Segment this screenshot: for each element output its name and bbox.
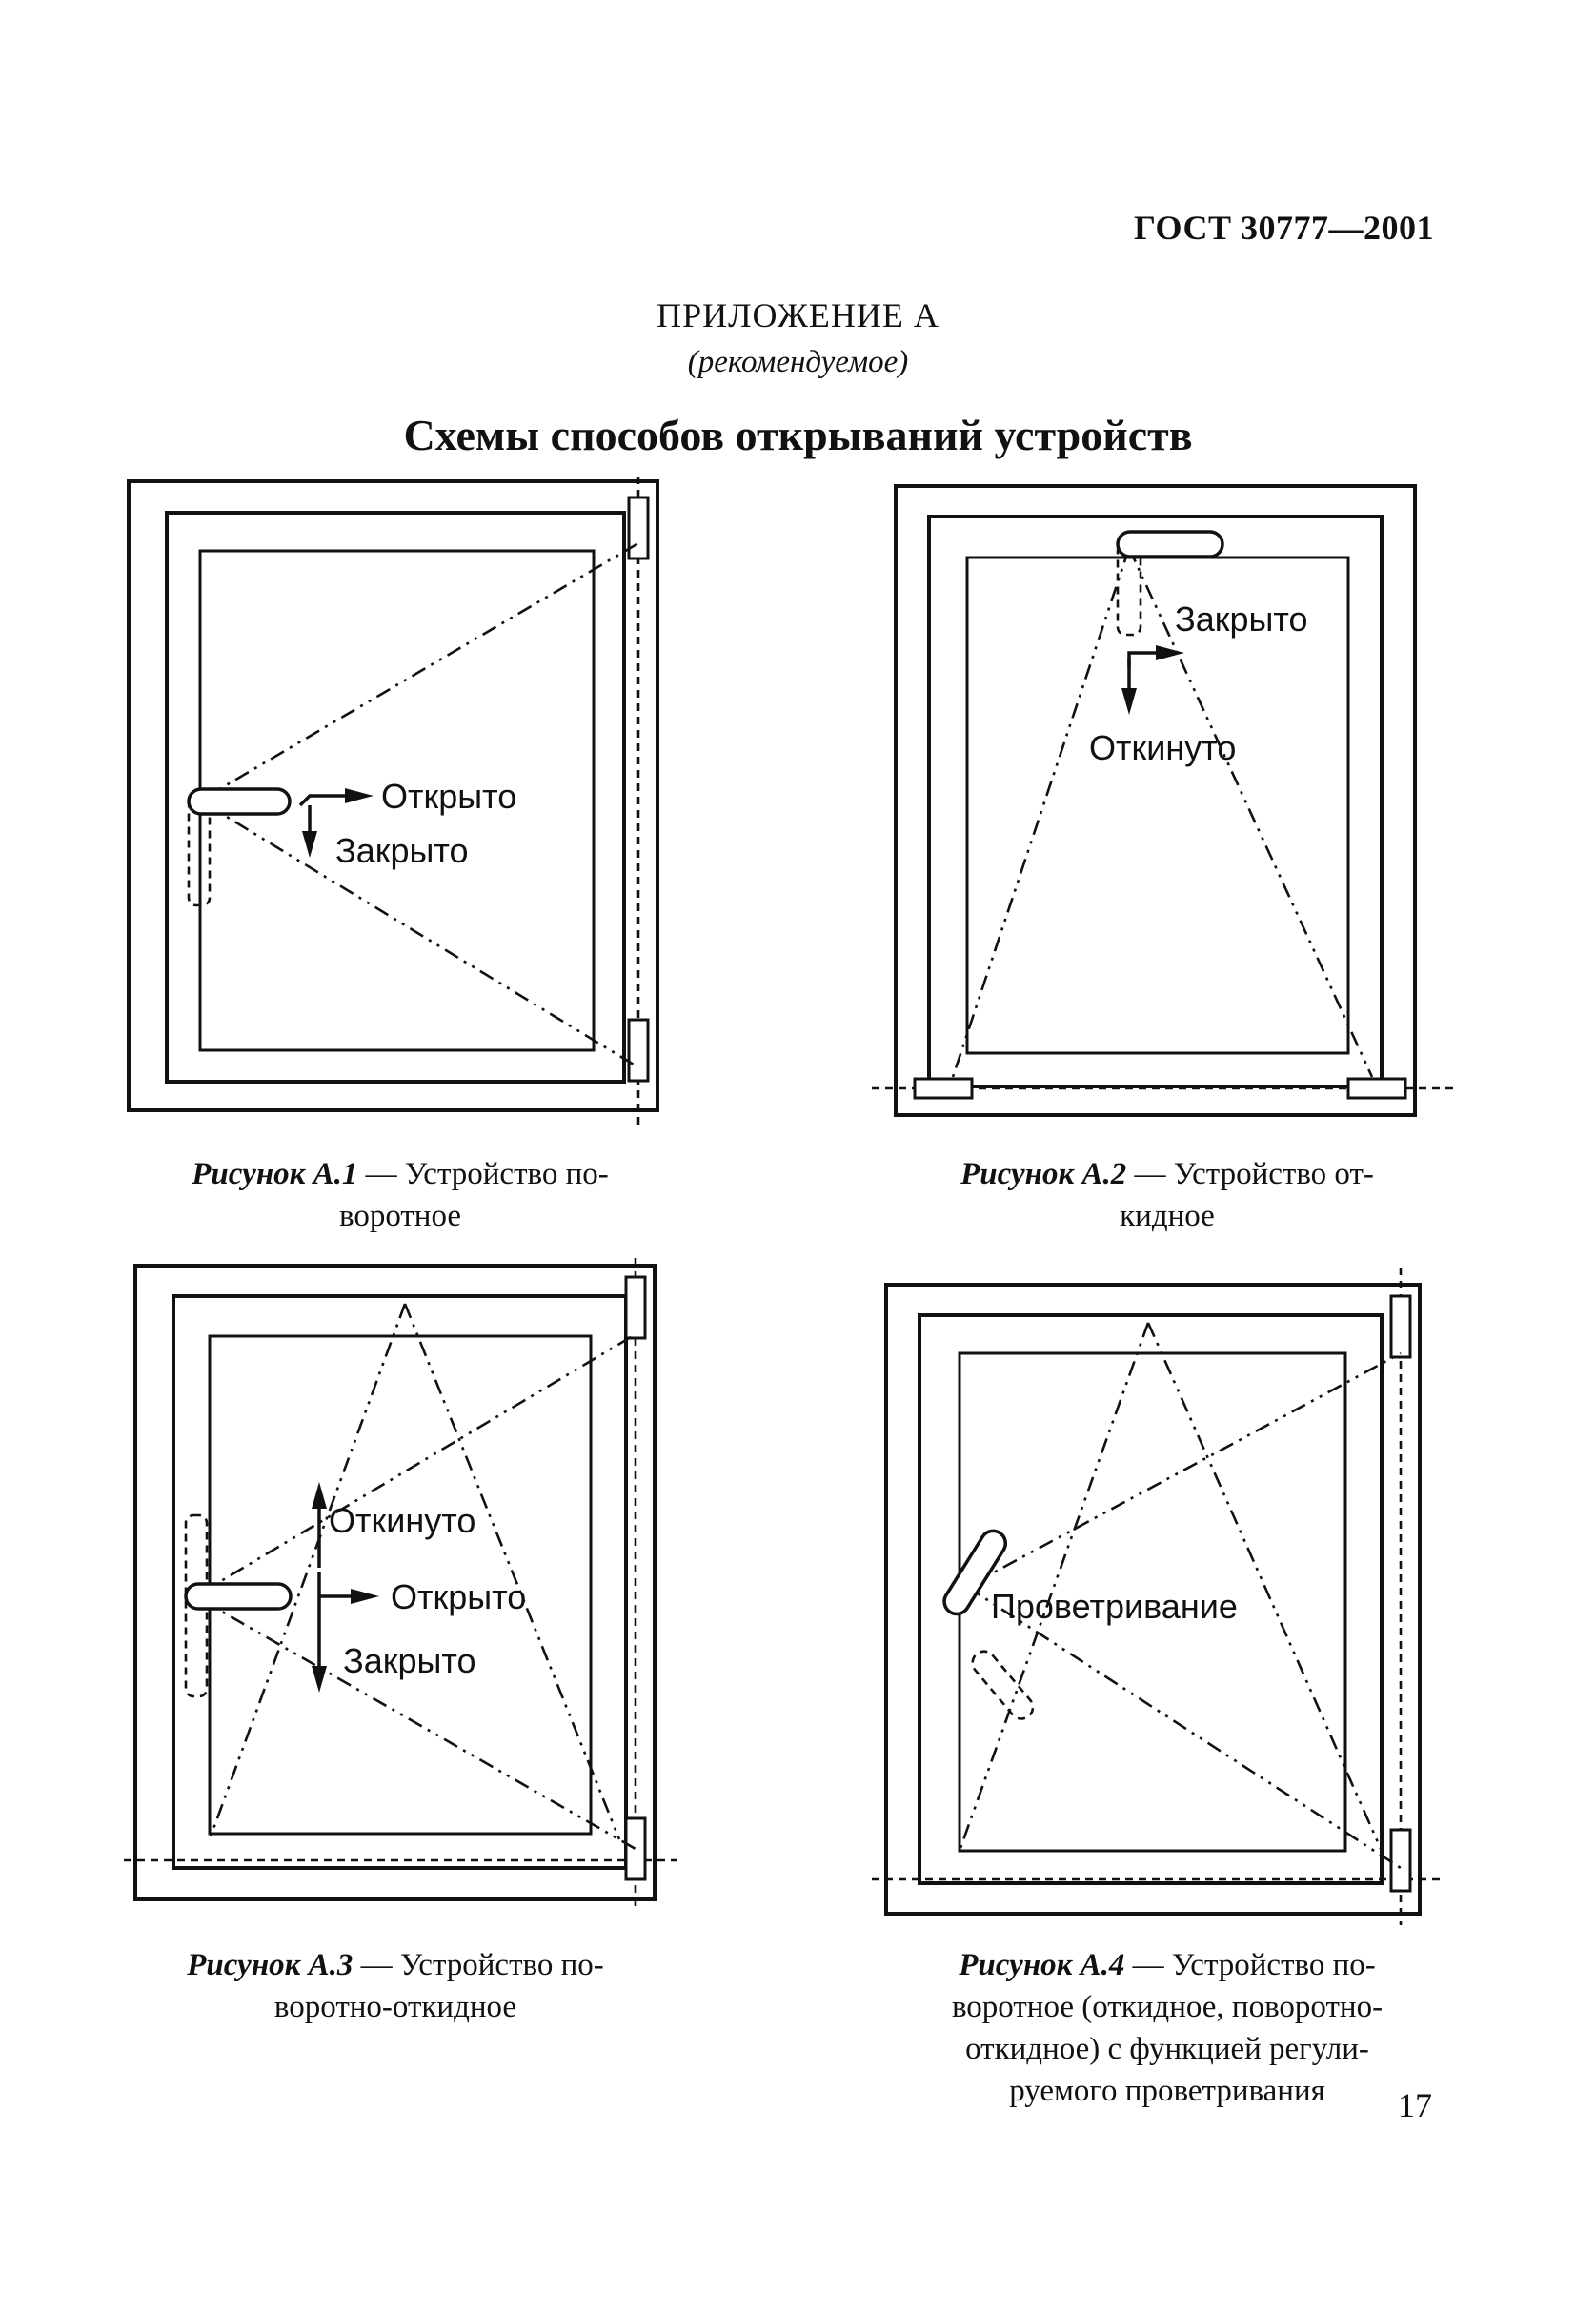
caption-text: — Устройство по- — [357, 1157, 609, 1191]
main-title: Схемы способов открываний устройств — [403, 411, 1193, 459]
caption-text: воротно-откидное — [273, 1990, 517, 2024]
label-open: Открыто — [391, 1577, 527, 1616]
label-closed: Закрыто — [335, 831, 469, 870]
standard-number: ГОСТ 30777—2001 — [1134, 209, 1434, 247]
tilt-line-left — [953, 548, 1129, 1077]
figure-number: Рисунок А.2 — [960, 1157, 1127, 1191]
label-ventilation: Проветривание — [991, 1587, 1238, 1626]
hinge-bottom — [1391, 1830, 1410, 1891]
appendix-note: (рекомендуемое) — [687, 345, 909, 379]
caption-text: — Устройство от- — [1126, 1157, 1374, 1191]
hinge-right — [1348, 1079, 1405, 1098]
hinge-left — [915, 1079, 972, 1098]
caption-figure-a2 — [881, 1153, 1453, 1237]
caption-text: откидное) с функцией регули- — [965, 2032, 1369, 2066]
figure-a3-diagram — [124, 1258, 677, 1925]
caption-text: руемого проветривания — [1009, 2074, 1325, 2108]
caption-text: кидное — [1120, 1199, 1215, 1233]
page-number: 17 — [1398, 2086, 1432, 2124]
window-handle — [189, 789, 290, 814]
outer-frame — [896, 486, 1415, 1115]
label-tilted: Откинуто — [329, 1501, 476, 1540]
caption-text: воротное — [338, 1199, 462, 1233]
tilt-line-right — [405, 1304, 619, 1839]
open-arrowhead — [351, 1589, 379, 1604]
tilted-arrowhead — [312, 1482, 327, 1509]
figure-a2-diagram — [872, 477, 1453, 1134]
turn-line-bottom — [195, 1596, 636, 1849]
caption-figure-a4 — [877, 1944, 1458, 2112]
closed-arrowhead — [1156, 645, 1184, 660]
label-open: Открыто — [381, 777, 517, 816]
caption-text: воротное (откидное, поворотно- — [951, 1990, 1384, 2024]
figure-number: Рисунок А.3 — [187, 1948, 354, 1982]
handle-ventilation-position — [968, 1647, 1038, 1724]
turn-line-top — [967, 1353, 1401, 1587]
figure-number: Рисунок А.1 — [192, 1157, 358, 1191]
open-arrowhead — [345, 788, 374, 803]
caption-text: — Устройство по- — [1124, 1948, 1376, 1982]
caption-figure-a3 — [119, 1944, 672, 2028]
figure-number: Рисунок А.4 — [959, 1948, 1125, 1982]
tilted-arrowhead — [1121, 688, 1137, 715]
window-handle — [186, 1584, 291, 1609]
sash-frame — [929, 517, 1382, 1086]
caption-figure-a1 — [124, 1153, 677, 1237]
hinge-bottom — [626, 1818, 645, 1879]
hinge-bottom — [629, 1020, 648, 1081]
closed-arrowhead — [312, 1666, 327, 1693]
hinge-top — [1391, 1296, 1410, 1357]
figure-a1-diagram — [124, 477, 677, 1134]
label-closed: Закрыто — [1175, 599, 1308, 639]
label-tilted: Откинуто — [1089, 728, 1237, 767]
label-closed: Закрыто — [343, 1641, 476, 1680]
opening-line-top — [200, 543, 638, 801]
turn-line-bottom — [967, 1587, 1401, 1868]
turn-line-top — [195, 1334, 636, 1596]
hinge-top — [626, 1277, 645, 1338]
appendix-title: ПРИЛОЖЕНИЕ А — [657, 296, 939, 335]
closed-arrowhead — [302, 831, 317, 858]
window-handle — [1118, 532, 1222, 557]
figure-a4-diagram — [872, 1258, 1444, 1925]
hinge-top — [629, 497, 648, 558]
closed-arrow — [1129, 653, 1158, 667]
open-arrow — [300, 796, 348, 805]
caption-text: — Устройство по- — [353, 1948, 604, 1982]
